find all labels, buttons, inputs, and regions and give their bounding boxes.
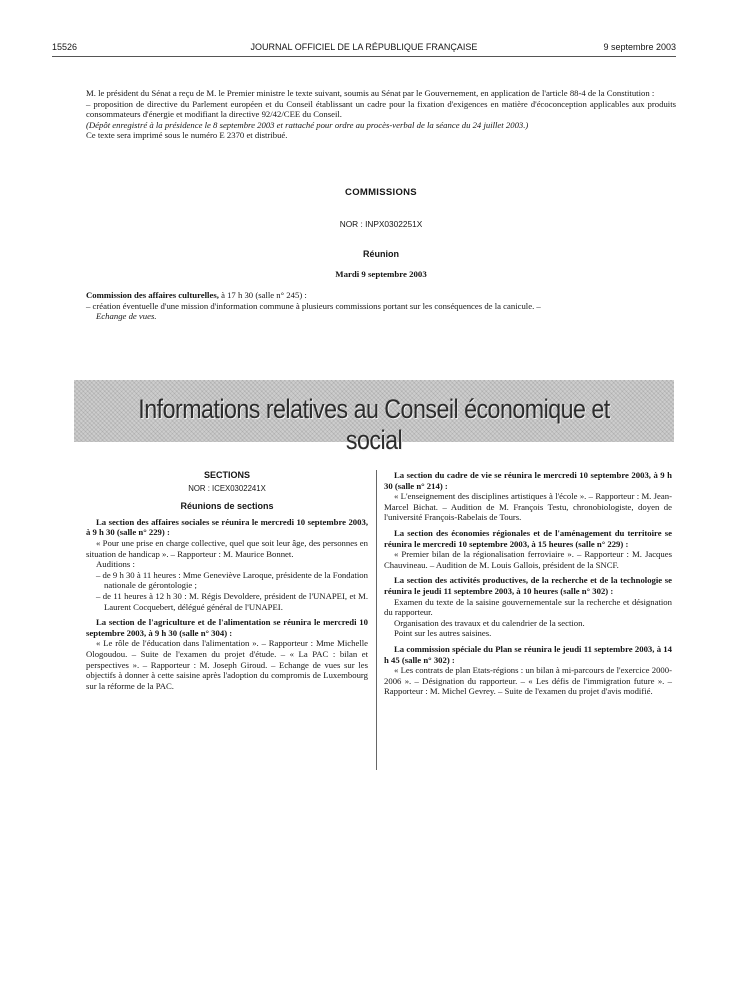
page-header xyxy=(52,42,676,56)
intro-deposit-note: (Dépôt enregistré à la présidence le 8 septembre 2003 et rattaché pour ordre au procès-verbal de la séance du 24 juillet 2003.) xyxy=(86,119,529,130)
cadre-de-vie-head: La section du cadre de vie se réunira le mercredi 10 septembre 2003, à 9 h 30 (salle n° 214) : xyxy=(384,470,672,491)
economies-regionales-head: La section des économies régionales et de l'aménagement du territoire se réunira le mercredi 10 septembre 2003, à 15 heures (salle n° 229) : xyxy=(384,527,672,549)
journal-title: JOURNAL OFFICIEL DE LA RÉPUBLIQUE FRANÇAISE xyxy=(250,42,478,52)
reunions-heading: Réunions de sections xyxy=(180,501,274,512)
commission-item-end: Echange de vues. xyxy=(96,311,157,322)
intro-print-note: Ce texte sera imprimé sous le numéro E 2370 et distribué. xyxy=(86,130,288,141)
left-column xyxy=(86,470,368,691)
commission-plan-head: La commission spéciale du Plan se réunira le jeudi 11 septembre 2003, à 14 h 45 (salle n° 302) : xyxy=(384,643,672,665)
agriculture-body: « Le rôle de l'éducation dans l'alimentation ». – Rapporteur : Mme Michelle Ologoudou. – Suite de l'examen du projet d'étude. – « La PAC : bilan et perspectives ». – Rapporteur : M. Joseph Giroud. – Echange de vues sur les objectifs à donner à cette saisine après l'adoption du compromis de Luxembourg sur la réforme de la PAC. xyxy=(86,638,368,691)
issue-date: 9 septembre 2003 xyxy=(603,42,676,52)
commissions-nor: NOR : INPX0302251X xyxy=(339,219,423,229)
activites-item: Examen du texte de la saisine gouvernementale sur la recherche et désignation du rapporteur. xyxy=(384,596,672,618)
column-divider xyxy=(376,470,377,770)
commission-entry xyxy=(86,290,676,322)
commission-name: Commission des affaires culturelles, xyxy=(86,290,219,300)
section-banner xyxy=(74,380,674,455)
affaires-sociales-head: La section des affaires sociales se réunira le mercredi 10 septembre 2003, à 9 h 30 (salle n° 229) : xyxy=(86,516,368,538)
sections-heading: SECTIONS xyxy=(203,470,250,480)
commission-time: à 17 h 30 (salle n° 245) : xyxy=(221,290,307,300)
intro-line: M. le président du Sénat a reçu de M. le Premier ministre le texte suivant, soumis au Sénat par le Gouvernement, en application de l'article 88-4 de la Constitution : xyxy=(86,88,655,98)
economies-regionales-body: « Premier bilan de la régionalisation ferroviaire ». – Rapporteur : M. Jacques Chauvineau. – Audition de M. Louis Gallois, président de la SNCF. xyxy=(384,549,672,570)
intro-block xyxy=(86,88,676,141)
page-number: 15526 xyxy=(52,42,78,52)
commission-item: – création éventuelle d'une mission d'information commune à plusieurs commissions portant sur les conséquences de la canicule. – xyxy=(86,300,541,311)
affaires-sociales-body: « Pour une prise en charge collective, quel que soit leur âge, des personnes en situation de handicap ». – Rapporteur : M. Maurice Bonnet. xyxy=(86,537,368,559)
auditions-label: Auditions : xyxy=(96,559,135,570)
audition-item: – de 9 h 30 à 11 heures : Mme Geneviève Laroque, présidente de la Fondation nationale de gérontologie ; xyxy=(96,569,368,591)
commissions-heading: COMMISSIONS xyxy=(345,187,417,198)
banner-title: Informations relatives au Conseil économique et social xyxy=(138,394,610,455)
agriculture-head: La section de l'agriculture et de l'alimentation se réunira le mercredi 10 septembre 2003, à 9 h 30 (salle n° 304) : xyxy=(86,617,368,638)
activites-item: Point sur les autres saisines. xyxy=(394,628,492,639)
right-column xyxy=(384,470,672,697)
reunion-heading: Réunion xyxy=(363,249,399,259)
activites-productives-head: La section des activités productives, de la recherche et de la technologie se réunira le jeudi 11 septembre 2003, à 10 heures (salle n° 302) : xyxy=(384,575,672,596)
cadre-de-vie-body: « L'enseignement des disciplines artistiques à l'école ». – Rapporteur : M. Jean-Marcel Bichat. – Audition de M. François Testu, chronobiologiste, doyen de l'université François-Rabelais de Tours. xyxy=(384,491,672,523)
intro-proposal: – proposition de directive du Parlement européen et du Conseil établissant un cadre pour la fixation d'exigences en matière d'écoconception applicables aux produits consommateurs d'énergie et modifiant la directive 92/42/CEE du Conseil. xyxy=(86,98,676,120)
audition-item: – de 11 heures à 12 h 30 : M. Régis Devoldere, président de l'UNAPEI, et M. Laurent Cocquebert, délégué général de l'UNAPEI. xyxy=(96,590,368,612)
header-rule xyxy=(52,56,676,57)
commission-plan-body: « Les contrats de plan Etats-régions : un bilan à mi-parcours de l'exercice 2000-2006 ». – Désignation du rapporteur. – « Les défis de l'immigration future ». – Rapporteur : M. Michel Gevrey. – Suite de l'examen du projet d'avis modifié. xyxy=(384,665,672,697)
sections-nor: NOR : ICEX0302241X xyxy=(188,483,266,493)
reunion-date: Mardi 9 septembre 2003 xyxy=(335,269,427,279)
activites-item: Organisation des travaux et du calendrier de la section. xyxy=(394,617,585,628)
